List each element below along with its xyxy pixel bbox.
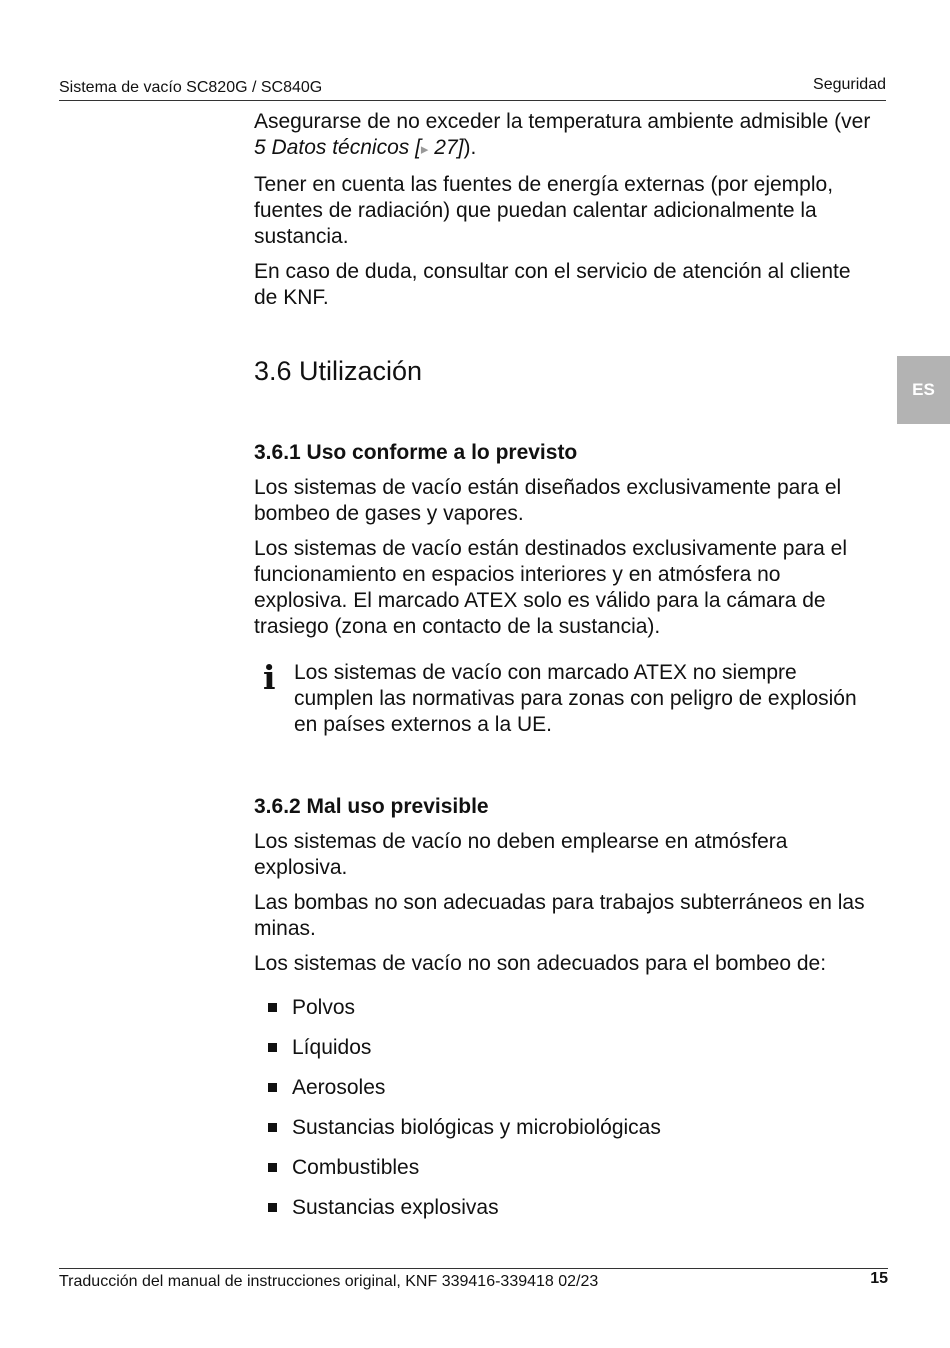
intro-paragraph-2: Tener en cuenta las fuentes de energía externas (por ejemplo, fuentes de radiación) que puedan calentar adicionalmente la sustancia.: [254, 173, 834, 248]
cross-reference-page: 27]: [428, 136, 464, 159]
bullet-square-icon: [268, 1203, 277, 1212]
info-icon: i: [263, 658, 276, 697]
bullet-square-icon: [268, 1003, 277, 1012]
list-item-label: Sustancias biológicas y microbiológicas: [292, 1116, 661, 1139]
unsuitable-substances-list: [254, 995, 879, 1221]
list-item-label: Líquidos: [292, 1036, 372, 1059]
info-note-text: Los sistemas de vacío con marcado ATEX no siempre cumplen las normativas para zonas con peligro de explosión en países externos a la UE.: [294, 661, 857, 736]
subsection-heading-misuse: 3.6.2 Mal uso previsible: [254, 795, 489, 818]
chapter-title: Seguridad: [813, 76, 886, 93]
bullet-square-icon: [268, 1163, 277, 1172]
list-item-label: Polvos: [292, 996, 356, 1019]
intended-use-paragraph-1: Los sistemas de vacío están diseñados exclusivamente para el bombeo de gases y vapores.: [254, 476, 842, 525]
list-item: [254, 1195, 879, 1221]
list-item-label: Sustancias explosivas: [292, 1196, 499, 1219]
cross-reference-link[interactable]: [254, 136, 463, 159]
subsection-heading-intended-use: 3.6.1 Uso conforme a lo previsto: [254, 441, 578, 464]
bullet-square-icon: [268, 1123, 277, 1132]
info-note: [254, 660, 879, 738]
list-item: [254, 1035, 879, 1061]
intro-paragraph-1: [254, 109, 879, 163]
section-heading: 3.6 Utilización: [254, 356, 423, 386]
bullet-square-icon: [268, 1043, 277, 1052]
misuse-paragraph-3: Los sistemas de vacío no son adecuados para el bombeo de:: [254, 952, 827, 975]
cross-reference-label: 5 Datos técnicos [: [254, 136, 421, 159]
page-footer: [59, 1268, 888, 1299]
misuse-paragraph-2: Las bombas no son adecuadas para trabajos subterráneos en las minas.: [254, 891, 865, 940]
bullet-square-icon: [268, 1083, 277, 1092]
page-content: [254, 109, 879, 1235]
page-header: [59, 76, 886, 101]
page-arrow-icon: ▸: [420, 141, 429, 158]
list-item: [254, 1075, 879, 1101]
intended-use-paragraph-2: Los sistemas de vacío están destinados exclusivamente para el funcionamiento en espacios interiores y en atmósfera no explosiva. El marcado ATEX solo es válido para la cámara de trasiego (zona en contacto de la sustancia).: [254, 537, 847, 638]
intro-paragraph-3: En caso de duda, consultar con el servicio de atención al cliente de KNF.: [254, 260, 851, 309]
misuse-paragraph-1: Los sistemas de vacío no deben emplearse en atmósfera explosiva.: [254, 830, 788, 879]
list-item: [254, 995, 879, 1021]
page-number: 15: [870, 1270, 888, 1287]
intro-text: Asegurarse de no exceder la temperatura ambiente admisible (ver: [254, 110, 871, 133]
list-item-label: Aerosoles: [292, 1076, 386, 1099]
list-item-label: Combustibles: [292, 1156, 420, 1179]
list-item: [254, 1155, 879, 1181]
footer-text: Traducción del manual de instrucciones original, KNF 339416-339418 02/23: [59, 1273, 599, 1290]
document-title: Sistema de vacío SC820G / SC840G: [59, 79, 323, 96]
intro-text-end: ).: [463, 136, 477, 159]
language-tab: ES: [897, 356, 950, 424]
list-item: [254, 1115, 879, 1141]
